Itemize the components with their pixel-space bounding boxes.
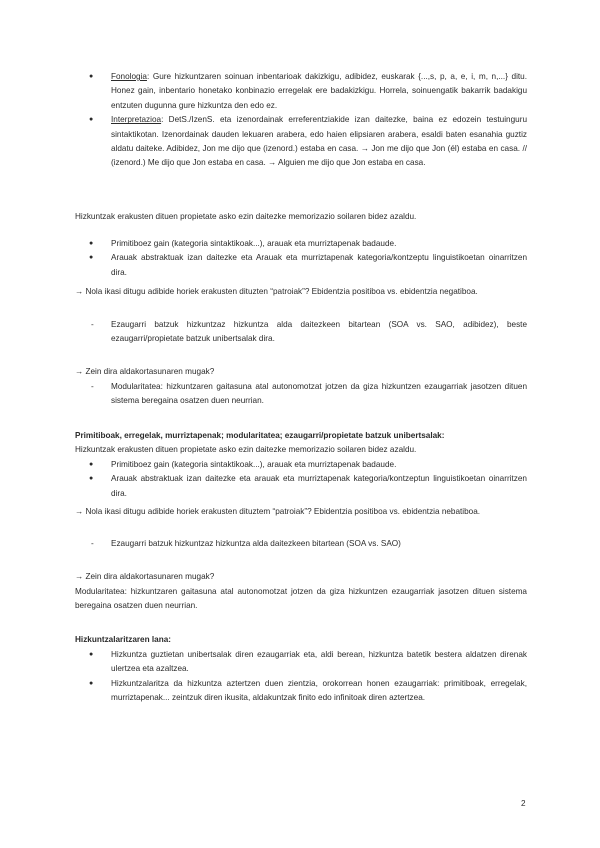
section-heading-1: Primitiboak, erregelak, murriztapenak; modularitatea; ezaugarri/propietate batzuk unibertsalak: [75,431,445,440]
arrow-question-2: → Zein dira aldakortasunaren mugak? [75,367,215,376]
dash-item: - Ezaugarri batzuk hizkuntzaz hizkuntza alda daitezkeen bitartean (SOA vs. SAO, adibidez), beste ezaugarri/propietate batzuk unibertsalak dira. [75,318,527,347]
text-fonologia: : Gure hizkuntzaren soinuan inbentarioak dakizkigu, adibidez, euskarak {...,s, p, a, e, i, m, n,...} ditu. Honez gain, inbentario honetako konbinazio erregelak ere badakizkigu. Horrela, soinuengatik bakarrik badakigu entzuten dugunna gure hizkuntza den edo ez. [111,72,527,110]
dash-list-1 [75,318,527,347]
page-number: 2 [521,799,526,808]
arrow-question-3: → Nola ikasi ditugu adibide horiek erakusten dituztem “patroiak”? Ebidentzia positiboa vs. ebidentzia nebatiboa. [75,507,481,516]
list-item: ● Hizkuntza guztietan unibertsalak diren ezaugarriak eta, aldi berean, hizkuntza batetik bestera aldatzen direnak ulertzea eta azaltzea. [75,648,527,677]
list-item-interpretazioa [75,113,527,171]
list-item: ● Primitiboez gain (kategoria sintaktikoak...), arauak eta murriztapenak badaude. [75,237,527,251]
list-item: ● Primitiboez gain (kategoria sintaktikoak...), arauak eta murriztapenak badaude. [75,458,527,472]
dash-item: - Modularitatea: hizkuntzaren gaitasuna atal autonomotzat jotzen da giza hizkuntzen ezaugarriak jasotzen dituen sistema beregaina osatzen duen neurrian. [75,380,527,409]
arrow-question-1: → Nola ikasi ditugu adibide horiek erakusten dituzten “patroiak”? Ebidentzia positiboa vs. ebidentzia negatiboa. [75,287,478,296]
top-bullet-list [75,70,527,171]
dash-item: - Ezaugarri batzuk hizkuntzaz hizkuntza alda daitezkeen bitartean (SOA vs. SAO) [75,537,527,551]
term-fonologia: Fonologia [111,72,147,81]
section-heading-2: Hizkuntzalaritzaren lana: [75,635,171,644]
bullet-list-4 [75,648,527,706]
list-item: ● Hizkuntzalaritza da hizkuntza aztertzen duen zientzia, orokorrean honen ezaugarriak: primitiboak, erregelak, murriztapenak... zeintzuk diren ikusita, aldakuntzak finito edo infinitoak diren aztertzea. [75,677,527,706]
term-interpretazioa: Interpretazioa [111,115,162,125]
list-item: ● Arauak abstraktuak izan daitezke eta arauak eta murriztapenak kategoria/kontzeptun linguistikoetan oinarritzen dira. [75,472,527,501]
arrow-question-4: → Zein dira aldakortasunaren mugak? [75,572,215,581]
list-item: ● Arauak abstraktuak izan daitezke eta Arauak eta murriztapenak kategoria/kontzeptu linguistikoetan oinarritzen dira. [75,251,527,280]
bullet-list-2 [75,237,527,280]
bullet-list-3 [75,458,527,501]
list-item-fonologia [75,70,527,113]
text-interpretazioa: : DetS./IzenS. eta izenordainak erreferentziakide izan daitezke, baina ez edozein testuinguru sintaktikotan. Izenordainak dauden lekuaren arabera, edo haien elipsiaren arabera, esaldi baten esanahia guztiz aldatu daiteke. Adibidez, Jon me dijo que (izenord.) estaba en casa. → Jon me dijo que Jon (él) estaba en casa. // (izenord.) Me dijo que Jon estaba en casa. → Alguien me dijo que Jon estaba en casa. [111,115,527,168]
dash-list-2 [75,380,527,409]
paragraph-2: Hizkuntzak erakusten dituen propietate asko ezin daitezke memorizazio soilaren bidez azaldu. [75,445,417,454]
paragraph-1: Hizkuntzak erakusten dituen propietate asko ezin daitezke memorizazio soilaren bidez azaldu. [75,212,417,221]
dash-list-3 [75,537,527,551]
paragraph-3: Modularitatea: hizkuntzaren gaitasuna atal autonomotzat jotzen da giza hizkuntzen ezaugarriak jasotzen dituen sistema beregaina osatzen duen neurrian. [75,587,527,611]
